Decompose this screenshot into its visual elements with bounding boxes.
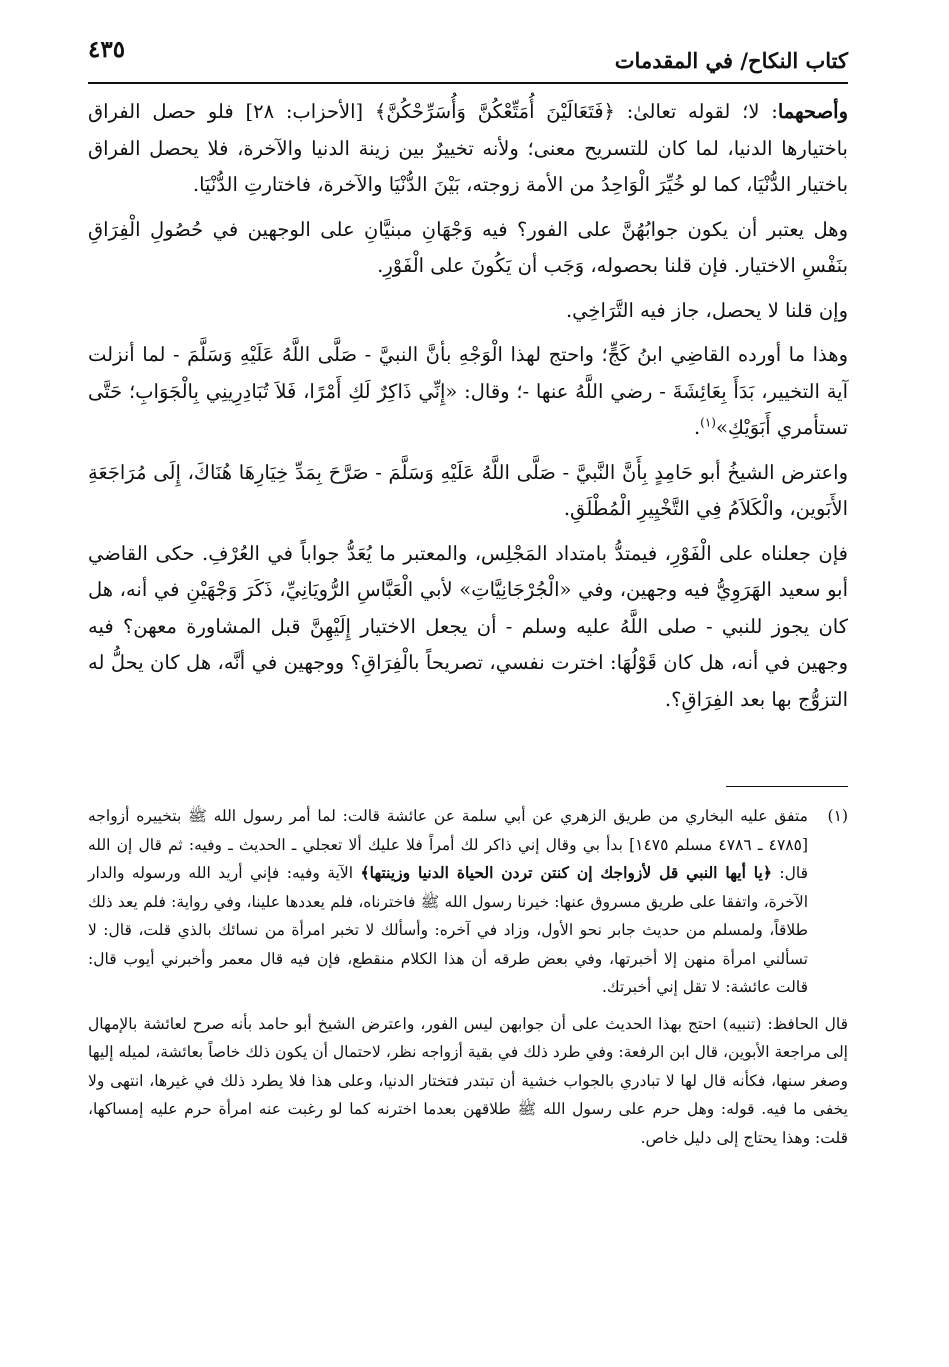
paragraph-1-text: : لا؛ لقوله تعالىٰ: ﴿فَتَعَالَيْنَ أُمَتِّعْكُنَّ وَأُسَرِّحْكُنَّ﴾ [الأحزاب: ٢٨] فلو حصل الفراق باختيارها الدنيا، لما كان للتسريح معنى؛ ولأنه تخييرٌ بين زينة الدنيا والآخرة، فلا يحصل الفراق باختيار الدُّنْيَا، كما لو خُيِّرَ الْوَاحِدُ من الأمة زوجته، بَيْنَ الدُّنْيَا والآخرة، فاختارتِ الدُّنْيَا. xyxy=(88,100,848,196)
page-header xyxy=(88,30,848,84)
footnote-divider xyxy=(726,786,848,787)
footnote-1 xyxy=(88,802,848,1002)
footnote-1-text-b: الآية وفيه: فإني أريد الله ورسوله والدار الآخرة، واتفقا على طريق مسروق عنها: خيرنا رسول الله ﷺ فاخترناه، فلم يعددها علينا، وفي رواية: فلم يعد ذلك طلاقاً، ولمسلم من حديث جابر نحو الأول، وزاد في آخره: وأسألك لا تخبر امرأة من نسائك بالذي قلت، قال: لا تسألني امرأة منهن إلا أخبرتها، وفي بعض طرقه أن هذا الكلام منقطع، فإن فيه قال معمر وأخبرني أيوب قال: قالت عائشة: لا تقل إني أخبرتك. xyxy=(88,864,808,996)
book-page xyxy=(88,30,848,1340)
footnotes xyxy=(88,802,848,1160)
footnote-1-text-a: متفق عليه البخاري من طريق الزهري عن أبي سلمة عن عائشة قالت: لما أمر رسول الله ﷺ بتخييره أزواجه [٤٧٨٥ ـ ٤٧٨٦ مسلم ١٤٧٥] بدأ بي وقال إني ذاكر لك أمراً فلا عليك ألا تعجلي ـ الحديث ـ وفيه: ثم قال إن الله قال: xyxy=(88,807,808,882)
paragraph-4-text: وهذا ما أورده القاضِي ابنُ كَجٍّ؛ واحتج لهذا الْوَجْهِ بأنَّ النبيَّ - صَلَّى اللَّهُ عَلَيْهِ وَسَلَّمَ - لما أنزلت آية التخيير، بَدَأَ بِعَائِشَةَ - رضي اللَّهُ عنها -؛ وقال: «إِنِّي ذَاكِرٌ لَكِ أَمْرًا، فَلاَ تُبَادِرِينِي بِالْجَوَابِ؛ حَتَّى تستأمري أَبَوَيْكِ» xyxy=(88,343,848,439)
footnote-1-mark: (١) xyxy=(827,807,848,825)
paragraph-6: فإن جعلناه على الْفَوْرِ، فيمتدُّ بامتداد المَجْلِس، والمعتبر ما يُعَدُّ جواباً في العُرْفِ. حكى القاضي أبو سعيد الهَرَوِيُّ فيه وجهين، وفي «الْجُرْجَانِيَّاتِ» لأبي الْعَبَّاسِ الرُّويَانِيِّ، ذَكَرَ وَجْهَيْنِ في أنه، هل كان يجوز للنبي - صلى اللَّهُ عليه وسلم - أن يجعل الاختيار إِلَيْهِنَّ قبل المشاورة معهن؟ فيه وجهين في أنه، هل كان قَوْلُهَا: اخترت نفسي، تصريحاً بالْفِرَاقِ؟ ووجهين في أنَّه، هل كان يحلُّ له التزوُّج بها بعد الفِرَاقِ؟. xyxy=(88,541,848,711)
footnote-2: قال الحافظ: (تنبيه) احتج بهذا الحديث على أن جوابهن ليس الفور، واعترض الشيخ أبو حامد بأنه صرح لعائشة بالإمهال إلى مراجعة الأبوين، قال ابن الرفعة: وفي طرد ذلك في بقية أزواجه نظر، لاحتمال أن يكون ذلك خاصاً بعائشة، لميله إليها وصغر سنها، فكأنه قال لها لا تبادري بالجواب خشية أن تبتدر فتختار الدنيا، وعلى هذا فلا يطرد ذلك في غيرها، انتهى ولا يخفى ما فيه. قوله: وهل حرم على رسول الله ﷺ طلاقهن بعدما اخترنه كما لو رغبت عنه امرأة حرم عليه إمساكها، قلت: وهذا يحتاج إلى دليل خاص. xyxy=(88,1014,848,1147)
paragraph-3: وإن قلنا لا يحصل، جاز فيه التَّرَاخِي. xyxy=(565,298,848,322)
footnote-reference: (١) xyxy=(700,415,716,430)
paragraph-1 xyxy=(88,94,848,204)
paragraph-5: واعترض الشيخُ أبو حَامِدٍ بِأَنَّ النَّبيَّ - صَلَّى اللَّهُ عَلَيْهِ وَسَلَّمَ - صَرَّحَ بِمَدِّ خِيَارِهَا هُنَاكَ، إِلَى مُرَاجَعَةِ الأَبَوين، والْكَلاَمُ فِي التَّخْيِيرِ الْمُطْلَقِ. xyxy=(88,460,848,520)
footnote-1-quran-quote: ﴿يا أيها النبي قل لأزواجك إن كنتن تردن الحياة الدنيا وزينتها﴾ xyxy=(360,863,772,882)
paragraph-4 xyxy=(88,337,848,447)
paragraph-4-end: . xyxy=(693,416,701,439)
paragraph-2: وهل يعتبر أن يكون جوابُهُنَّ على الفور؟ فيه وَجْهَانِ مبنيَّانِ على الوجهين في حُصُولِ الْفِرَاقِ بنَفْسِ الاختيار. فإن قلنا بحصوله، وَجَب أن يَكُونَ على الْفَوْرِ. xyxy=(88,217,848,277)
running-title: كتاب النكاح/ في المقدمات xyxy=(614,48,848,73)
main-text xyxy=(88,94,848,726)
page-number: ٤٣٥ xyxy=(88,36,126,63)
paragraph-1-lead: وأصحهما xyxy=(777,100,848,123)
